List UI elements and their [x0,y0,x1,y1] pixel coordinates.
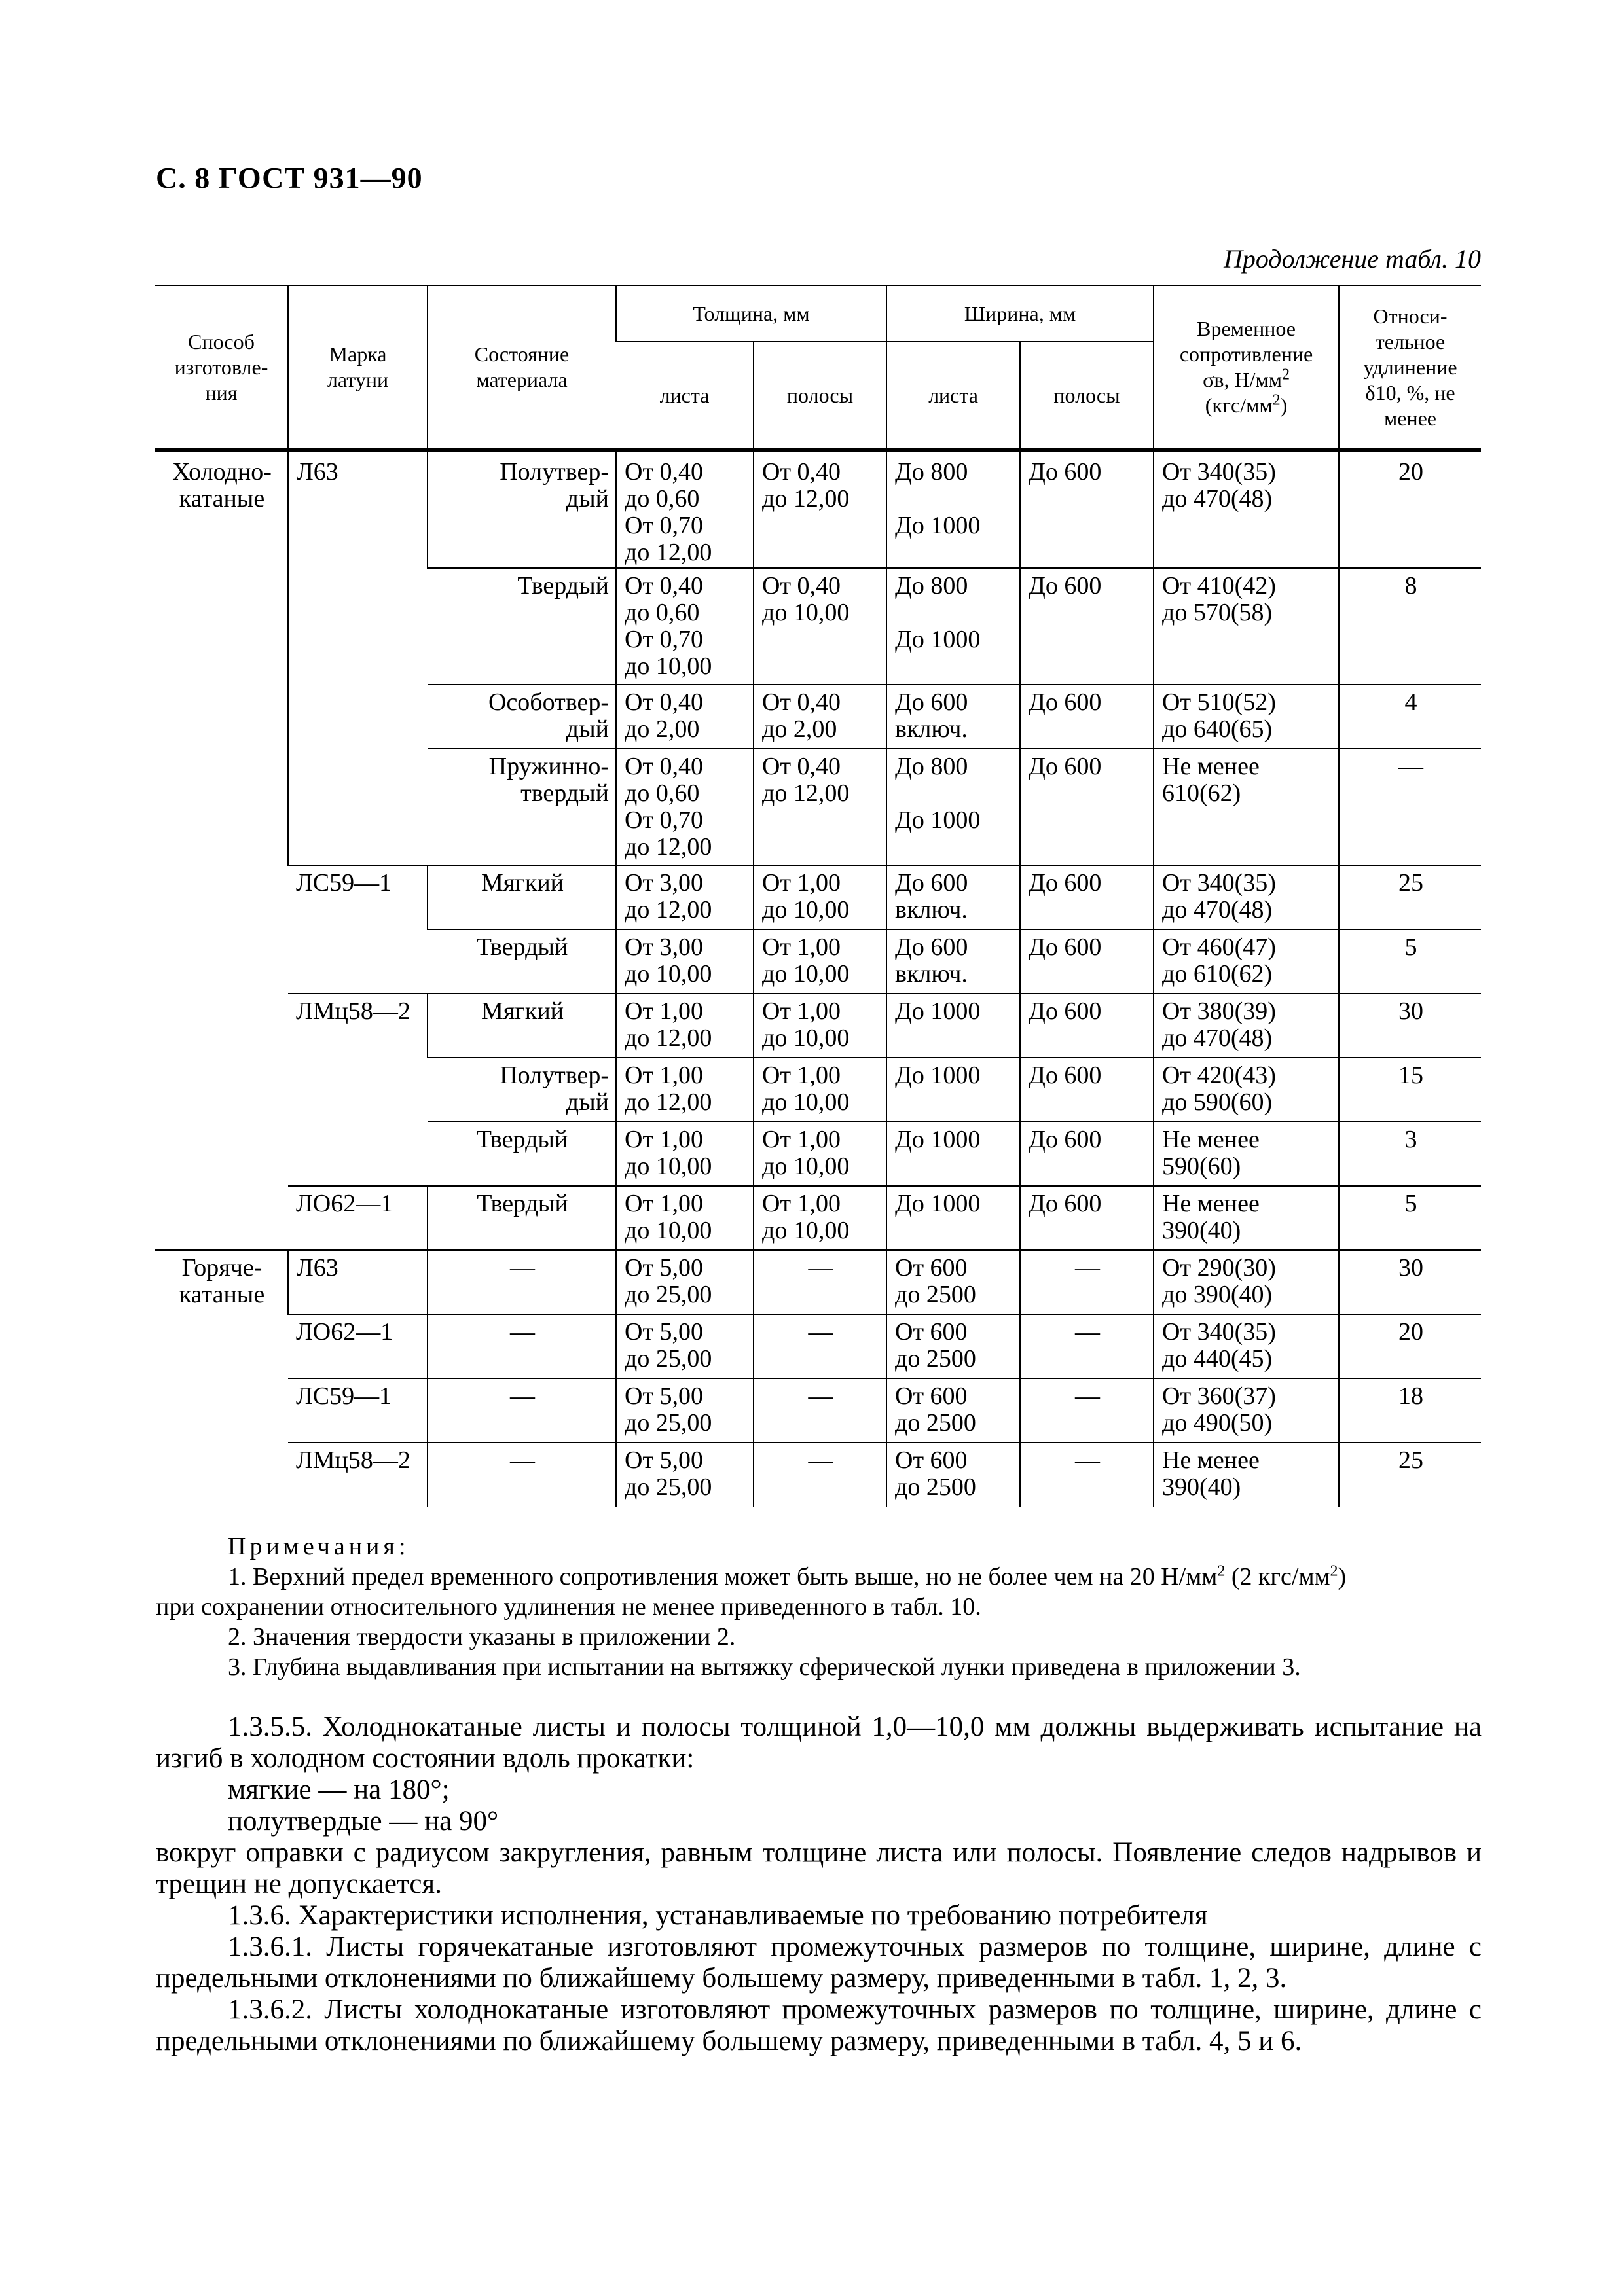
tensile-cell: От 380(39) до 470(48) [1154,994,1339,1058]
header-tensile: Временное сопротивление σв, $Н/мм^2$ $(кгс/мм^2)$ [1154,285,1339,450]
header-elongation: Относи- тельное удлинение δ10, %, не менее [1339,285,1481,450]
thickness-strip-cell: От 0,40 до 12,00 [754,450,886,568]
elongation-cell: 15 [1339,1058,1481,1122]
tensile-cell: Не менее 390(40) [1154,1186,1339,1250]
page-title: С. 8 ГОСТ 931—90 [156,161,423,194]
thickness-sheet-cell: От 5,00 до 25,00 [616,1443,754,1507]
width-strip-cell: До 600 [1020,1058,1154,1122]
note-2: 2. Значения твердости указаны в приложении 2. [228,1623,736,1651]
state-cell: — [428,1443,616,1507]
elongation-cell: 5 [1339,929,1481,994]
width-sheet-cell: До 600 включ. [886,929,1020,994]
table-header-row [155,285,1481,342]
elongation-cell: 5 [1339,1186,1481,1250]
width-sheet-cell: От 600 до 2500 [886,1314,1020,1378]
grade-cell: ЛО62—1 [288,1186,428,1250]
width-sheet-cell: До 800 До 1000 [886,749,1020,865]
elongation-cell: 4 [1339,685,1481,749]
thickness-strip-cell: — [754,1378,886,1443]
thickness-strip-cell: От 0,40 до 2,00 [754,685,886,749]
thickness-sheet-cell: От 1,00 до 10,00 [616,1186,754,1250]
width-sheet-cell: До 800 До 1000 [886,450,1020,568]
note-1-text-b: (2 кгс/мм [1225,1563,1330,1590]
table-row [155,1186,1481,1250]
thickness-sheet-cell: От 3,00 до 10,00 [616,929,754,994]
thickness-sheet-cell: От 0,40 до 2,00 [616,685,754,749]
method-cell-hot: Горяче- катаные [155,1250,288,1507]
header-tensile-sup: 2 [1281,366,1290,384]
state-cell: Полутвер- дый [428,1058,616,1122]
width-strip-cell: До 600 [1020,685,1154,749]
width-strip-cell: До 600 [1020,1186,1154,1250]
method-cell-cold: Холодно- катаные [172,458,272,512]
elongation-cell: 30 [1339,1250,1481,1314]
elongation-cell: 25 [1339,1443,1481,1507]
grade-cell: ЛМц58—2 [288,994,428,1186]
header-thickness: Толщина, мм [616,285,886,342]
width-strip-cell: До 600 [1020,929,1154,994]
paragraph-1-3-5-5: 1.3.5.5. Холоднокатаные листы и полосы толщиной 1,0—10,0 мм должны выдерживать испытание на изгиб в холодном состоянии вдоль прокатки: [156,1712,1482,1774]
grade-cell: ЛС59—1 [288,865,428,994]
thickness-sheet-cell: От 1,00 до 10,00 [616,1122,754,1186]
tensile-cell: От 290(30) до 390(40) [1154,1250,1339,1314]
width-strip-cell: — [1020,1314,1154,1378]
thickness-strip-cell: От 1,00 до 10,00 [754,929,886,994]
elongation-cell: 18 [1339,1378,1481,1443]
paragraph-soft-bend: мягкие — на 180°; [228,1774,450,1805]
table-row [155,450,1481,568]
width-sheet-cell: До 600 включ. [886,685,1020,749]
width-sheet-cell: От 600 до 2500 [886,1443,1020,1507]
thickness-sheet-cell: От 0,40 до 0,60 От 0,70 до 10,00 [616,568,754,685]
thickness-strip-cell: От 0,40 до 12,00 [754,749,886,865]
thickness-sheet-cell: От 0,40 до 0,60 От 0,70 до 12,00 [616,450,754,568]
state-cell: Твердый [428,568,616,685]
note-3: 3. Глубина выдавливания при испытании на вытяжку сферической лунки приведена в приложении 3. [228,1653,1301,1681]
thickness-sheet-cell: От 3,00 до 12,00 [616,865,754,929]
header-thickness-sheet: листа [616,342,754,450]
grade-cell: ЛМц58—2 [288,1443,428,1507]
thickness-strip-cell: — [754,1443,886,1507]
thickness-sheet-cell: От 1,00 до 12,00 [616,994,754,1058]
header-state: Состояние материала [428,285,616,450]
width-strip-cell: До 600 [1020,1122,1154,1186]
thickness-strip-cell: От 1,00 до 10,00 [754,1058,886,1122]
tensile-cell: Не менее 590(60) [1154,1122,1339,1186]
state-cell: Мягкий [428,865,616,929]
thickness-sheet-cell: От 5,00 до 25,00 [616,1250,754,1314]
table-row [155,1250,1481,1314]
width-strip-cell: До 600 [1020,749,1154,865]
table-notes [156,1532,1482,1682]
grade-cell: Л63 [288,450,428,865]
width-sheet-cell: До 1000 [886,1186,1020,1250]
note-1-sup-a: 2 [1217,1562,1226,1580]
grade-cell: ЛС59—1 [288,1378,428,1443]
width-sheet-cell: До 800 До 1000 [886,568,1020,685]
body-text [156,1712,1482,2057]
table-row [155,1378,1481,1443]
width-strip-cell: До 600 [1020,568,1154,685]
note-1-text-a: 1. Верхний предел временного сопротивления может быть выше, но не более чем на 20 Н/мм [228,1563,1218,1590]
note-1-sup-b: 2 [1330,1562,1338,1580]
thickness-sheet-cell: От 5,00 до 25,00 [616,1314,754,1378]
thickness-strip-cell: — [754,1250,886,1314]
width-strip-cell: До 600 [1020,450,1154,568]
state-cell: Особотвер- дый [428,685,616,749]
elongation-cell: 20 [1339,450,1481,568]
thickness-sheet-cell: От 0,40 до 0,60 От 0,70 до 12,00 [616,749,754,865]
state-cell: Полутвер- дый [428,450,616,568]
state-cell: — [428,1314,616,1378]
elongation-cell: 30 [1339,994,1481,1058]
elongation-cell: 8 [1339,568,1481,685]
paragraph-1-3-6: 1.3.6. Характеристики исполнения, устанавливаемые по требованию потребителя [228,1900,1208,1931]
header-width: Ширина, мм [886,285,1154,342]
thickness-strip-cell: От 1,00 до 10,00 [754,1186,886,1250]
width-strip-cell: — [1020,1443,1154,1507]
width-strip-cell: — [1020,1250,1154,1314]
state-cell: — [428,1250,616,1314]
thickness-strip-cell: От 1,00 до 10,00 [754,1122,886,1186]
thickness-strip-cell: От 0,40 до 10,00 [754,568,886,685]
note-1 [156,1562,1482,1592]
grade-cell: Л63 [288,1250,428,1314]
width-strip-cell: До 600 [1020,994,1154,1058]
tensile-cell: От 460(47) до 610(62) [1154,929,1339,994]
header-grade: Марка латуни [288,285,428,450]
thickness-strip-cell: От 1,00 до 10,00 [754,994,886,1058]
width-sheet-cell: До 1000 [886,1058,1020,1122]
elongation-cell: 25 [1339,865,1481,929]
header-method: Способ изготовле- ния [155,285,288,450]
table-row [155,994,1481,1058]
tensile-cell: От 340(35) до 470(48) [1154,865,1339,929]
header-tensile-unit: (кгс/мм [1205,393,1273,417]
table-row [155,865,1481,929]
width-strip-cell: До 600 [1020,865,1154,929]
tensile-cell: Не менее 610(62) [1154,749,1339,865]
tensile-cell: От 410(42) до 570(58) [1154,568,1339,685]
thickness-strip-cell: От 1,00 до 10,00 [754,865,886,929]
thickness-strip-cell: — [754,1314,886,1378]
state-cell: Мягкий [428,994,616,1058]
header-width-sheet: листа [886,342,1020,450]
header-width-strip: полосы [1020,342,1154,450]
width-sheet-cell: От 600 до 2500 [886,1250,1020,1314]
state-cell: Твердый [428,1186,616,1250]
state-cell: Твердый [428,1122,616,1186]
state-cell: Твердый [428,929,616,994]
elongation-cell: 20 [1339,1314,1481,1378]
header-tensile-unit-sup: 2 [1272,391,1281,409]
tensile-cell: От 510(52) до 640(65) [1154,685,1339,749]
header-tensile-text: Временное сопротивление σв, Н/мм [1179,317,1313,391]
paragraph-1-3-6-1: 1.3.6.1. Листы горячекатаные изготовляют промежуточных размеров по толщине, ширине, длине с предельными отклонениями по ближайшему большему размеру, приведенными в табл. 1, 2, 3. [156,1931,1482,1994]
paragraph-bend-rest: вокруг оправки с радиусом закругления, равным толщине листа или полосы. Появление следов надрывов и трещин не допускается. [156,1837,1482,1899]
header-thickness-strip: полосы [754,342,886,450]
thickness-sheet-cell: От 1,00 до 12,00 [616,1058,754,1122]
tensile-cell: От 340(35) до 470(48) [1154,450,1339,568]
state-cell: Пружинно- твердый [428,749,616,865]
notes-title: Примечания: [228,1533,410,1560]
table-continuation-caption: Продолжение табл. 10 [1223,244,1481,274]
tensile-cell: От 420(43) до 590(60) [1154,1058,1339,1122]
properties-table [155,285,1481,1507]
tensile-cell: Не менее 390(40) [1154,1443,1339,1507]
width-sheet-cell: От 600 до 2500 [886,1378,1020,1443]
tensile-cell: От 360(37) до 490(50) [1154,1378,1339,1443]
table-row [155,1443,1481,1507]
properties-table-container [155,285,1481,1507]
width-sheet-cell: До 1000 [886,994,1020,1058]
note-1-continuation: при сохранении относительного удлинения не менее приведенного в табл. 10. [156,1593,981,1621]
width-strip-cell: — [1020,1378,1154,1443]
paragraph-1-3-6-2: 1.3.6.2. Листы холоднокатаные изготовляют промежуточных размеров по толщине, ширине, длине с предельными отклонениями по ближайшему большему размеру, приведенными в табл. 4, 5 и 6. [156,1994,1482,2056]
width-sheet-cell: До 1000 [886,1122,1020,1186]
note-1-text-c: ) [1338,1563,1347,1590]
state-cell: — [428,1378,616,1443]
elongation-cell: — [1339,749,1481,865]
paragraph-half-bend: полутвердые — на 90° [228,1806,499,1837]
table-row [155,1314,1481,1378]
thickness-sheet-cell: От 5,00 до 25,00 [616,1378,754,1443]
width-sheet-cell: До 600 включ. [886,865,1020,929]
tensile-cell: От 340(35) до 440(45) [1154,1314,1339,1378]
grade-cell: ЛО62—1 [288,1314,428,1378]
elongation-cell: 3 [1339,1122,1481,1186]
